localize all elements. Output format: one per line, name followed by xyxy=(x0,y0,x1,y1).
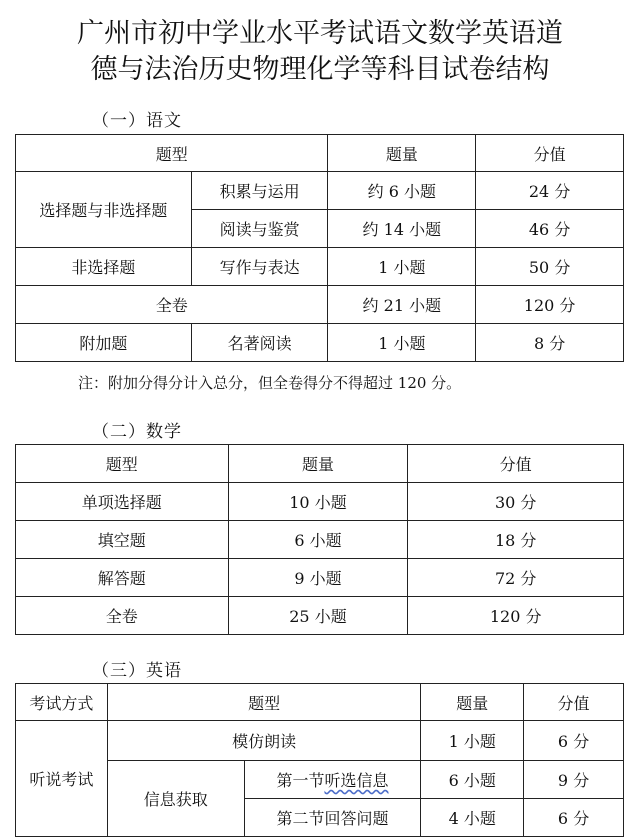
chinese-table xyxy=(15,134,624,362)
table-cell: 6 分 xyxy=(524,721,624,761)
table-cell: 72 分 xyxy=(408,559,624,597)
table-row xyxy=(16,761,624,799)
table-cell: 18 分 xyxy=(408,521,624,559)
table-row xyxy=(16,684,624,721)
header-cell: 题量 xyxy=(328,135,476,172)
table-cell: 6 分 xyxy=(524,799,624,837)
title-line-1: 广州市初中学业水平考试语文数学英语道 xyxy=(77,18,563,49)
table-cell: 信息获取 xyxy=(107,761,244,837)
row-prefix: 第一节 xyxy=(276,771,325,790)
table-cell: 30 分 xyxy=(408,483,624,521)
header-cell: 题量 xyxy=(421,684,524,721)
table-cell: 解答题 xyxy=(16,559,229,597)
table-cell: 选择题与非选择题 xyxy=(16,172,192,248)
table-cell: 9 小题 xyxy=(228,559,408,597)
table-row xyxy=(16,721,624,761)
title-line-2: 德与法治历史物理化学等科目试卷结构 xyxy=(90,54,550,85)
header-cell: 题型 xyxy=(107,684,420,721)
header-cell: 分值 xyxy=(524,684,624,721)
section-heading-math: （二）数学 xyxy=(92,422,182,442)
table-row xyxy=(16,521,624,559)
table-cell xyxy=(244,761,421,799)
table-cell: 6 小题 xyxy=(228,521,408,559)
table-cell: 50 分 xyxy=(476,248,624,286)
table-row xyxy=(16,597,624,635)
table-cell: 模仿朗读 xyxy=(107,721,420,761)
table-cell: 6 小题 xyxy=(421,761,524,799)
table-row xyxy=(16,445,624,483)
header-cell: 题量 xyxy=(228,445,408,483)
table-row xyxy=(16,324,624,362)
table-cell: 单项选择题 xyxy=(16,483,229,521)
table-row xyxy=(16,483,624,521)
table-row xyxy=(16,248,624,286)
table-row xyxy=(16,172,624,210)
table-cell: 听说考试 xyxy=(16,721,108,837)
table-cell: 非选择题 xyxy=(16,248,192,286)
table-cell: 名著阅读 xyxy=(191,324,328,362)
table-cell: 1 小题 xyxy=(421,721,524,761)
table-cell: 全卷 xyxy=(16,597,229,635)
math-table xyxy=(15,444,624,635)
header-cell: 分值 xyxy=(476,135,624,172)
table-cell: 120 分 xyxy=(408,597,624,635)
table-row xyxy=(16,286,624,324)
table-cell: 填空题 xyxy=(16,521,229,559)
header-cell: 题型 xyxy=(16,135,328,172)
english-table xyxy=(15,683,624,837)
table-cell: 25 小题 xyxy=(228,597,408,635)
table-cell: 46 分 xyxy=(476,210,624,248)
table-cell: 120 分 xyxy=(476,286,624,324)
table-cell: 积累与运用 xyxy=(191,172,328,210)
table-cell: 4 小题 xyxy=(421,799,524,837)
table-cell: 约 6 小题 xyxy=(328,172,476,210)
table-cell: 附加题 xyxy=(16,324,192,362)
table-cell: 第二节回答问题 xyxy=(244,799,421,837)
table-cell: 全卷 xyxy=(16,286,328,324)
header-cell: 分值 xyxy=(408,445,624,483)
header-cell: 考试方式 xyxy=(16,684,108,721)
section-heading-english: （三）英语 xyxy=(92,661,182,681)
table-cell: 8 分 xyxy=(476,324,624,362)
table-cell: 9 分 xyxy=(524,761,624,799)
chinese-note: 注：附加分得分计入总分，但全卷得分不得超过 120 分。 xyxy=(78,374,462,392)
table-cell: 1 小题 xyxy=(328,324,476,362)
table-cell: 10 小题 xyxy=(228,483,408,521)
header-cell: 题型 xyxy=(16,445,229,483)
table-row xyxy=(16,135,624,172)
table-cell: 约 14 小题 xyxy=(328,210,476,248)
section-heading-chinese: （一）语文 xyxy=(92,111,182,131)
table-cell: 约 21 小题 xyxy=(328,286,476,324)
table-cell: 1 小题 xyxy=(328,248,476,286)
table-cell: 24 分 xyxy=(476,172,624,210)
table-cell: 写作与表达 xyxy=(191,248,328,286)
table-row xyxy=(16,559,624,597)
underlined-text: 听选信息 xyxy=(324,771,389,790)
table-cell: 阅读与鉴赏 xyxy=(191,210,328,248)
